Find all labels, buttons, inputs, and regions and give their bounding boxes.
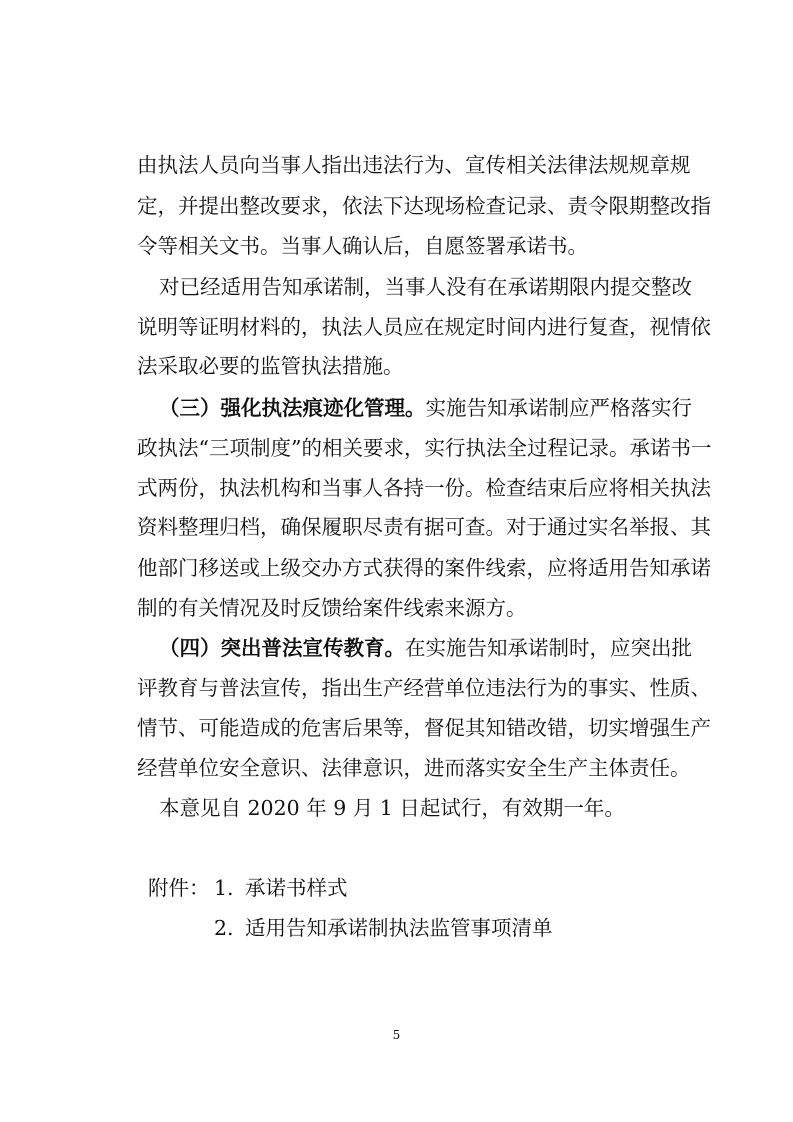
annex-item-number: 2. xyxy=(214,916,234,940)
body-line: 情节、可能造成的危害后果等，督促其知错改错，切实增强生产 xyxy=(137,716,711,740)
body-line: 由执法人员向当事人指出违法行为、宣传相关法律法规规章规 xyxy=(137,153,691,177)
body-text: 实施告知承诺制应严格落实行 xyxy=(425,396,692,420)
body-line: 定，并提出整改要求，依法下达现场检查记录、责令限期整改指 xyxy=(137,194,711,218)
annex-item-title: 适用告知承诺制执法监管事项清单 xyxy=(245,916,553,940)
body-line: 说明等证明材料的，执法人员应在规定时间内进行复查，视情依 xyxy=(137,315,711,339)
annex-label: 附件： xyxy=(148,876,210,900)
body-line: 经营单位安全意识、法律意识，进而落实安全生产主体责任。 xyxy=(137,756,691,780)
section-heading: （四）突出普法宣传教育。 xyxy=(159,636,405,660)
body-line: 资料整理归档，确保履职尽责有据可查。对于通过实名举报、其 xyxy=(137,515,711,539)
body-text: 在实施告知承诺制时，应突出批 xyxy=(405,636,692,660)
body-line: 对已经适用告知承诺制，当事人没有在承诺期限内提交整改 xyxy=(159,275,692,299)
section-heading-line xyxy=(159,628,692,668)
body-line: 法采取必要的监管执法措施。 xyxy=(137,354,404,378)
annex-item-title: 承诺书样式 xyxy=(245,876,348,900)
body-line: 令等相关文书。当事人确认后，自愿签署承诺书。 xyxy=(137,234,588,258)
body-line: 他部门移送或上级交办方式获得的案件线索，应将适用告知承诺 xyxy=(137,556,711,580)
section-heading: （三）强化执法痕迹化管理。 xyxy=(159,396,426,420)
body-line: 本意见自 2020 年 9 月 1 日起试行，有效期一年。 xyxy=(159,796,625,820)
body-line: 政执法“三项制度”的相关要求，实行执法全过程记录。承诺书一 xyxy=(137,436,712,460)
body-line: 评教育与普法宣传，指出生产经营单位违法行为的事实、性质、 xyxy=(137,676,711,700)
page-number: 5 xyxy=(392,1028,401,1042)
section-heading-line xyxy=(159,388,692,428)
body-line: 制的有关情况及时反馈给案件线索来源方。 xyxy=(137,596,527,620)
annex-item-number: 1. xyxy=(214,876,234,900)
body-line: 式两份，执法机构和当事人各持一份。检查结束后应将相关执法 xyxy=(137,476,711,500)
